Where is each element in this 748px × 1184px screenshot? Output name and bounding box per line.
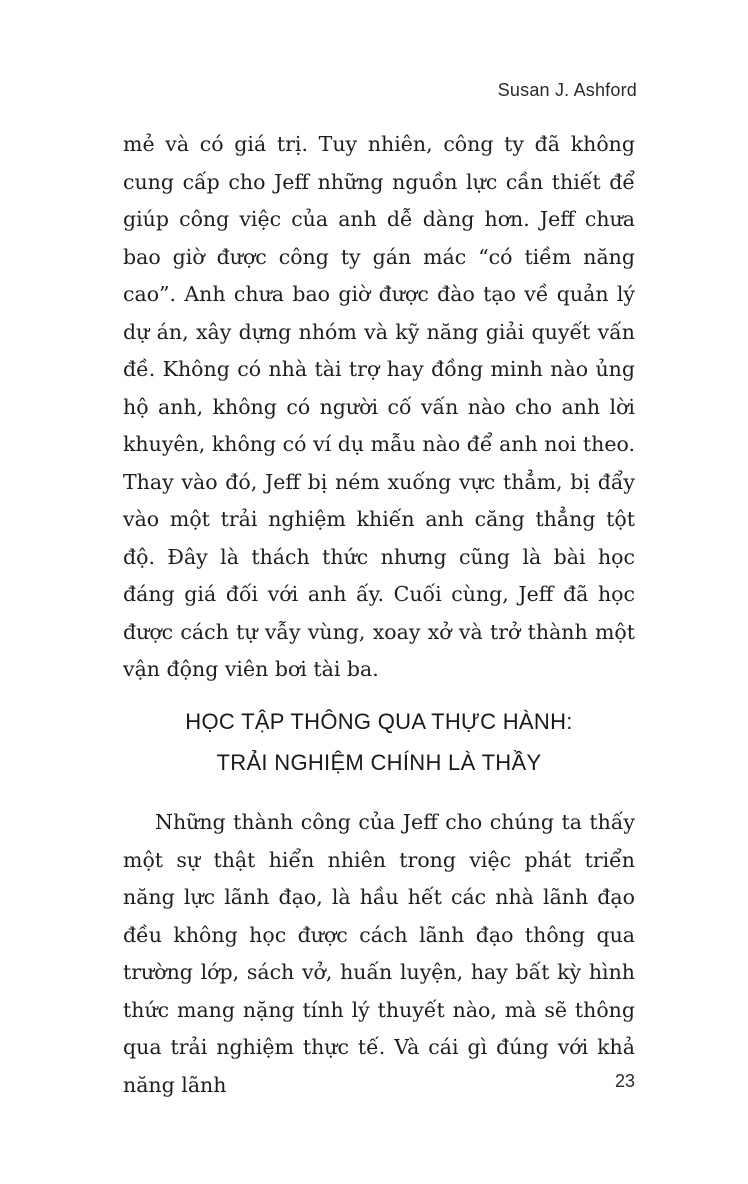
- section-heading-line: HỌC TẬP THÔNG QUA THỰC HÀNH:: [185, 709, 573, 734]
- body-paragraph: mẻ và có giá trị. Tuy nhiên, công ty đã không cung cấp cho Jeff những nguồn lực cần thiết để giúp công việc của anh dễ dàng hơn. Jeff chưa bao giờ được công ty gán mác “có tiềm năng cao”. Anh chưa bao giờ được đào tạo về quản lý dự án, xây dựng nhóm và kỹ năng giải quyết vấn đề. Không có nhà tài trợ hay đồng minh nào ủng hộ anh, không có người cố vấn nào cho anh lời khuyên, không có ví dụ mẫu nào để anh noi theo. Thay vào đó, Jeff bị ném xuống vực thẳm, bị đẩy vào một trải nghiệm khiến anh căng thẳng tột độ. Đây là thách thức nhưng cũng là bài học đáng giá đối với anh ấy. Cuối cùng, Jeff đã học được cách tự vẫy vùng, xoay xở và trở thành một vận động viên bơi tài ba.: [123, 132, 635, 681]
- section-heading: [123, 701, 635, 783]
- section-heading-line: TRẢI NGHIỆM CHÍNH LÀ THẦY: [216, 750, 542, 775]
- page-number: 23: [614, 1071, 635, 1091]
- running-header-author: Susan J. Ashford: [497, 80, 637, 100]
- body-paragraph: Những thành công của Jeff cho chúng ta thấy một sự thật hiển nhiên trong việc phát triển năng lực lãnh đạo, là hầu hết các nhà lãnh đạo đều không học được cách lãnh đạo thông qua trường lớp, sách vở, huấn luyện, hay bất kỳ hình thức mang nặng tính lý thuyết nào, mà sẽ thông qua trải nghiệm thực tế. Và cái gì đúng với khả năng lãnh: [123, 810, 635, 1097]
